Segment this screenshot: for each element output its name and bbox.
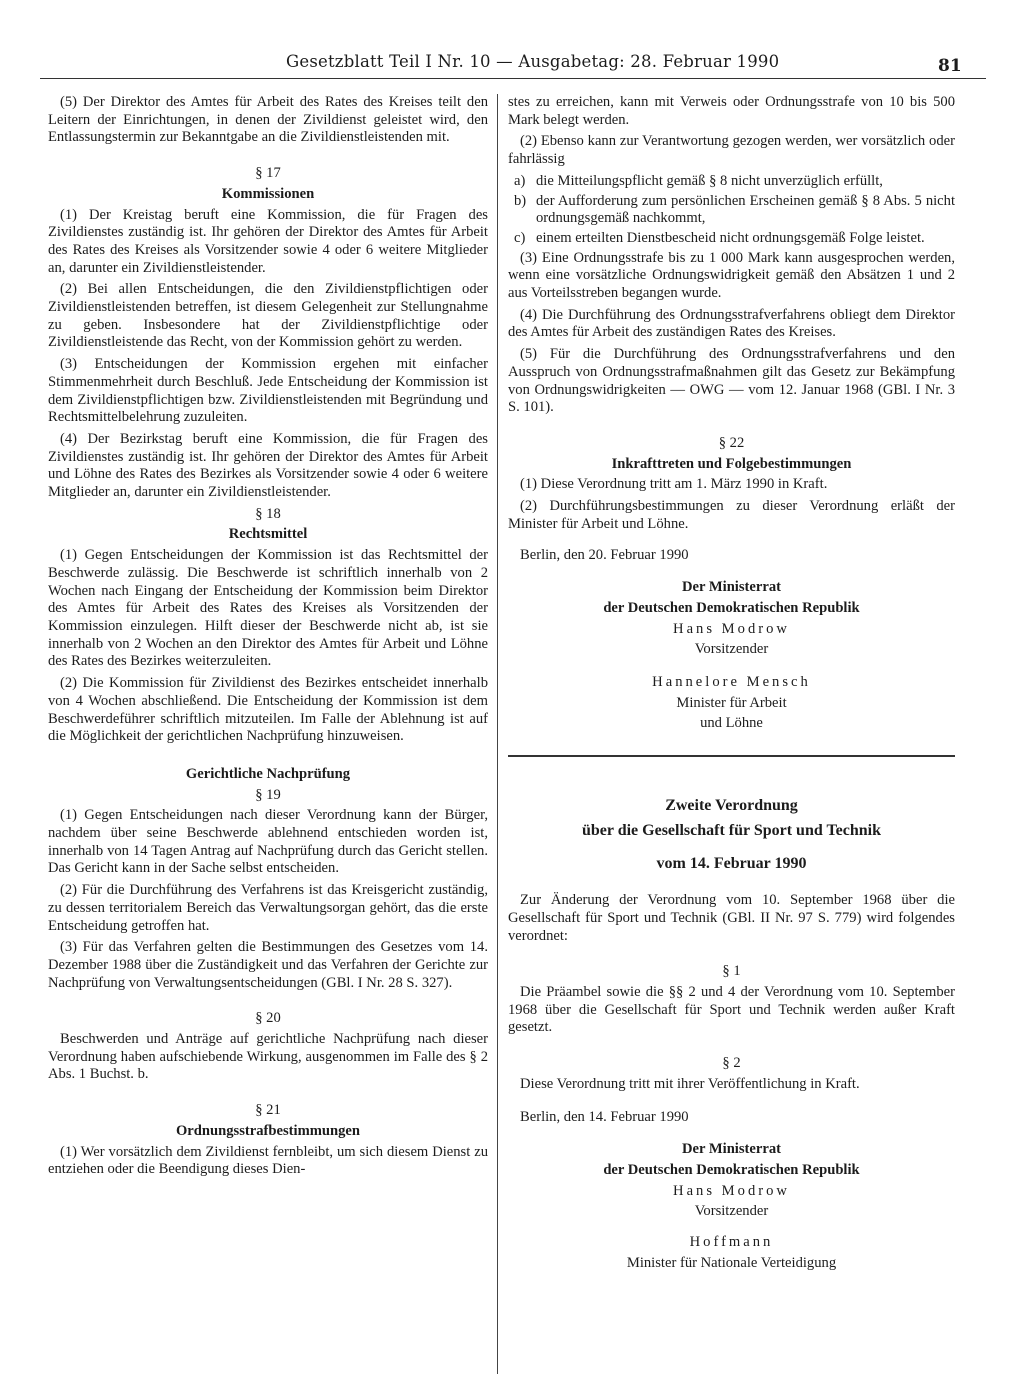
section-number: § 1 (722, 963, 741, 980)
paragraph: (2) Die Kommission für Zivildienst des Bezirkes entscheidet innerhalb von 4 Wochen abschließend. Die Entscheidung der Kommission ist dem Beschwerdeführer schriftlich mitzuteilen. Im Falle der Ablehnung ist auf die Möglichkeit der gerichtlichen Nachprüfung hinzuweisen. (48, 675, 488, 745)
paragraph: (4) Der Bezirkstag beruft eine Kommission, die für Fragen des Zivildienstes zuständig ist. Ihr gehören der Direktor des Amtes für Arbeit und Löhne des Rates des Bezirkes als Vorsitzender sowie 4 oder 6 weitere Mitglieder an, darunter ein Zivildienstleistender. (48, 430, 488, 501)
paragraph: (2) Für die Durchführung des Verfahrens ist das Kreisgericht zuständig, zu dessen territorialem Bereich das Verwaltungsorgan gehört, das die erste Entscheidung getroffen hat. (48, 882, 488, 934)
signatory-role: Vorsitzender (694, 641, 769, 658)
signatory-name: Hans Modrow (673, 1182, 790, 1199)
paragraph: (1) Gegen Entscheidungen der Kommission ist das Rechtsmittel der Beschwerde zulässig. Die Beschwerde ist schriftlich innerhalb von 2 Wochen nach Eingang der Entscheidung der Kommission beim Direktor des Amtes für Arbeit des Rates des Kreises als Vorsitzenden der Kommission einzulegen. Hilft dieser der Beschwerde nicht ab, ist sie innerhalb von 2 Wochen an den Direktor des Amtes für Arbeit und Löhne des Rates des Bezirkes weiterzuleiten. (48, 547, 488, 670)
left-column (48, 94, 488, 1183)
section-heading: Gerichtliche Nachprüfung (185, 765, 351, 782)
signatory-name: Hoffmann (689, 1233, 774, 1250)
paragraph: Die Präambel sowie die §§ 2 und 4 der Verordnung vom 10. September 1968 über die Gesellschaft für Sport und Technik werden außer Kraft gesetzt. (508, 983, 955, 1036)
section-number: § 2 (722, 1055, 741, 1072)
signature-org: der Deutschen Demokratischen Republik (603, 599, 860, 616)
place-date: Berlin, den 14. Februar 1990 (520, 1109, 689, 1126)
signature-org: Der Ministerrat (681, 579, 781, 596)
document-title: Zweite Verordnung (665, 797, 798, 815)
list-key: c) (514, 229, 526, 246)
section-title: Rechtsmittel (228, 526, 308, 543)
section-number: § 17 (255, 165, 281, 182)
signatory-role: Minister für Nationale Verteidigung (626, 1254, 837, 1271)
section-number: § 20 (255, 1010, 281, 1027)
paragraph: (1) Wer vorsätzlich dem Zivildienst fernbleibt, um sich diesem Dienst zu entziehen oder die Beendigung dieses Dien- (48, 1143, 488, 1178)
paragraph: Diese Verordnung tritt mit ihrer Veröffentlichung in Kraft. (520, 1075, 860, 1092)
list-key: b) (514, 192, 527, 209)
list-item (508, 173, 955, 191)
signatory-name: Hannelore Mensch (652, 673, 811, 690)
paragraph: (1) Der Kreistag beruft eine Kommission, die für Fragen des Zivildienstes zuständig ist. Ihr gehören der Direktor des Amtes für Arbeit des Rates des Kreises als Vorsitzender sowie 4 oder 6 weitere Mitglieder an, darunter ein Zivildienstleistender. (48, 206, 488, 276)
document-date: vom 14. Februar 1990 (656, 855, 807, 873)
paragraph: (1) Diese Verordnung tritt am 1. März 1990 in Kraft. (520, 476, 828, 493)
paragraph: (3) Eine Ordnungsstrafe bis zu 1 000 Mark kann ausgesprochen werden, wenn eine vorsätzliche Ordnungswidrigkeit gemäß den Absätzen 1 und 2 aus Vorteilsstreben begangen wurde. (508, 249, 955, 302)
paragraph: (2) Ebenso kann zur Verantwortung gezogen werden, wer vorsätzlich oder fahrlässig (508, 133, 955, 168)
signature-org: der Deutschen Demokratischen Republik (603, 1161, 860, 1178)
section-rule (508, 755, 955, 757)
paragraph: Beschwerden und Anträge auf gerichtliche Nachprüfung nach dieser Verordnung haben aufschiebende Wirkung, ausgenommen im Falle des § 2 Abs. 1 Buchst. b. (48, 1031, 488, 1083)
paragraph: (5) Der Direktor des Amtes für Arbeit des Rates des Kreises teilt den Leitern der Einrichtungen, in denen der Zivildienst geleistet wird, den Entlassungstermin zur Bekanntgabe an die Zivildienstleistenden mit. (48, 94, 488, 146)
right-column (508, 94, 955, 1275)
signatory-name: Hans Modrow (673, 620, 790, 637)
list-text: einem erteilten Dienstbescheid nicht ordnungsgemäß Folge leistet. (536, 229, 925, 246)
signatory-role: und Löhne (700, 715, 763, 732)
section-title: Ordnungsstrafbestimmungen (175, 1122, 361, 1139)
page-number: 81 (938, 56, 962, 76)
place-date: Berlin, den 20. Februar 1990 (520, 547, 689, 564)
paragraph: (1) Gegen Entscheidungen nach dieser Verordnung kann der Bürger, nachdem über seine Beschwerde ablehnend entschieden worden ist, innerhalb von 14 Tagen Antrag auf Nachprüfung durch das Gericht stellen. Das Gericht kann in der Sache selbst entscheiden. (48, 807, 488, 877)
paragraph: (3) Für das Verfahren gelten die Bestimmungen des Gesetzes vom 14. Dezember 1988 über die Zuständigkeit und das Verfahren der Gerichte zur Nachprüfung von Verwaltungsentscheidungen (GBl. I Nr. 28 S. 327). (48, 939, 488, 991)
section-number: § 22 (718, 434, 745, 451)
list-text: der Aufforderung zum persönlichen Erscheinen gemäß § 8 Abs. 5 nicht ordnungsgemäß nachkommt, (536, 192, 955, 227)
column-divider (497, 94, 498, 1374)
paragraph: Zur Änderung der Verordnung vom 10. September 1968 über die Gesellschaft für Sport und Technik (GBl. II Nr. 97 S. 779) wird folgendes verordnet: (508, 892, 955, 944)
document-title: über die Gesellschaft für Sport und Technik (581, 822, 882, 840)
paragraph: (4) Die Durchführung des Ordnungsstrafverfahrens obliegt dem Direktor des Amtes für Arbeit des zuständigen Rates des Kreises. (508, 306, 955, 341)
list-text: die Mitteilungspflicht gemäß § 8 nicht unverzüglich erfüllt, (536, 172, 883, 189)
section-title: Kommissionen (221, 185, 315, 202)
paragraph: (5) Für die Durchführung des Ordnungsstrafverfahrens und den Ausspruch von Ordnungsstrafmaßnahmen gilt das Gesetz zur Bekämpfung von Ordnungswidrigkeiten — OWG — vom 12. Januar 1968 (GBl. I Nr. 3 S. 101). (508, 346, 955, 416)
running-title: Gesetzblatt Teil I Nr. 10 — Ausgabetag: 28. Februar 1990 (286, 52, 780, 71)
paragraph: (2) Bei allen Entscheidungen, die den Zivildienstpflichtigen oder Zivildienstleistenden betreffen, ist diesem Gelegenheit zur Stellungnahme zu geben. Insbesondere hat der Zivildienstpflichtige oder Zivildienstleistende das Recht, von der Kommission gehört zu werden. (48, 281, 488, 351)
section-number: § 21 (255, 1102, 281, 1119)
paragraph: (2) Durchführungsbestimmungen zu dieser Verordnung erläßt der Minister für Arbeit und Löhne. (508, 498, 955, 532)
section-number: § 18 (255, 505, 281, 522)
section-number: § 19 (255, 786, 281, 803)
list-key: a) (514, 172, 526, 189)
section-title: Inkrafttreten und Folgebestimmungen (611, 455, 852, 472)
paragraph: stes zu erreichen, kann mit Verweis oder Ordnungsstrafe von 10 bis 500 Mark belegt werden. (508, 94, 955, 128)
signatory-role: Minister für Arbeit (676, 694, 787, 711)
signature-org: Der Ministerrat (681, 1141, 781, 1158)
list-item (508, 193, 955, 228)
paragraph: (3) Entscheidungen der Kommission ergehen mit einfacher Stimmenmehrheit durch Beschluß. Jede Entscheidung der Kommission ist dem Zivildienstpflichtigen bzw. Zivildienstleistenden mit Begründung und Rechtsmittelbelehrung zuzuleiten. (48, 356, 488, 426)
list-item (508, 230, 955, 248)
header-rule (40, 78, 986, 79)
signatory-role: Vorsitzender (694, 1203, 769, 1220)
